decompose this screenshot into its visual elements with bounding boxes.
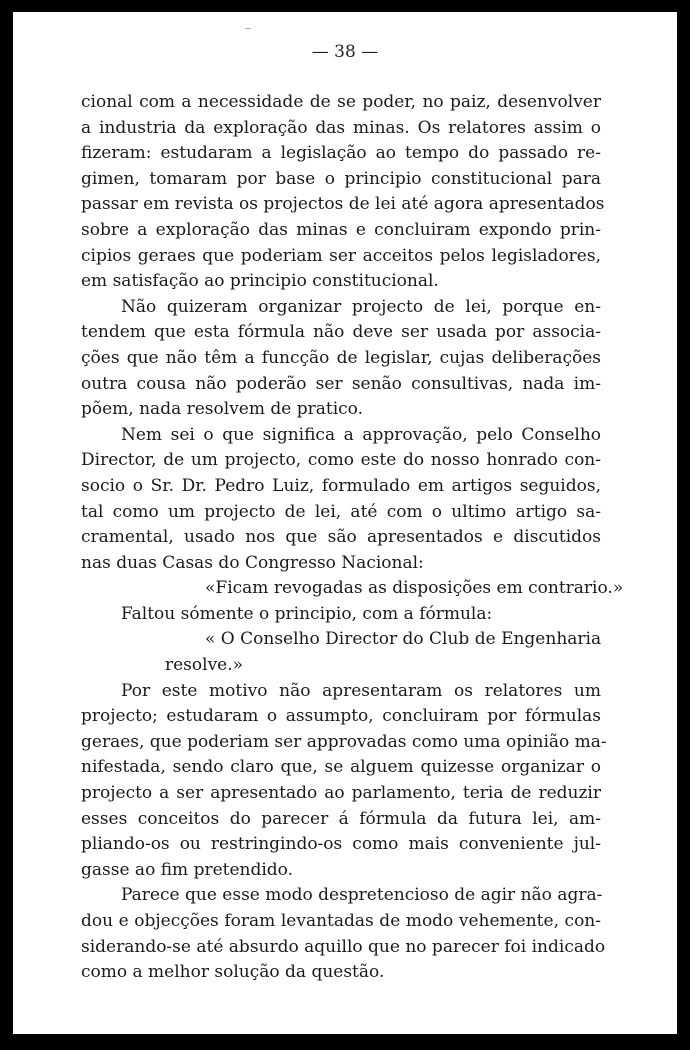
text-line: socio o Sr. Dr. Pedro Luiz, formulado em artigos seguidos, xyxy=(81,475,601,496)
text-line: passar em revista os projectos de lei até agora apresentados xyxy=(81,194,605,215)
text-line: gasse ao fim pretendido. xyxy=(81,859,294,880)
text-line: projecto; estudaram o assumpto, concluiram por fórmulas xyxy=(81,706,601,727)
text-line: cramental, usado nos que são apresentados e discutidos xyxy=(81,527,601,548)
text-line: projecto a ser apresentado ao parlamento, teria de reduzir xyxy=(81,783,601,804)
text-line: Não quizeram organizar projecto de lei, porque en- xyxy=(121,296,601,317)
text-line: Por este motivo não apresentaram os relatores um xyxy=(121,680,601,701)
text-line: tendem que esta fórmula não deve ser usada por associa- xyxy=(81,322,601,343)
text-line: esses conceitos do parecer á fórmula da futura lei, am- xyxy=(81,808,601,829)
text-line: «Ficam revogadas as disposições em contrario.» xyxy=(205,578,624,599)
document-page xyxy=(13,12,677,1034)
text-line: gimen, tomaram por base o principio constitucional para xyxy=(81,168,601,189)
text-line: Director, de um projecto, como este do nosso honrado con- xyxy=(81,450,601,471)
text-line: Nem sei o que significa a approvação, pelo Conselho xyxy=(121,424,601,445)
page-number: — 38 — xyxy=(311,42,379,62)
text-line: pliando-os ou restringindo-os como mais conveniente jul- xyxy=(81,834,601,855)
text-line: como a melhor solução da questão. xyxy=(81,962,385,983)
body-text xyxy=(81,90,624,986)
text-line: sobre a exploração das minas e concluiram expondo prin- xyxy=(81,219,601,240)
text-line: siderando-se até absurdo aquillo que no parecer foi indicado xyxy=(81,936,606,957)
text-line: em satisfação ao principio constitucional. xyxy=(81,271,439,292)
text-line: cional com a necessidade de se poder, no paiz, desenvolver xyxy=(81,92,601,112)
text-line: Faltou sómente o principio, com a fórmula: xyxy=(121,603,493,624)
text-line: fizeram: estudaram a legislação ao tempo do passado re- xyxy=(81,143,601,164)
ink-mark: ‾ xyxy=(245,26,251,40)
text-line: nas duas Casas do Congresso Nacional: xyxy=(81,552,424,573)
text-line: « O Conselho Director do Club de Engenharia xyxy=(205,629,602,650)
text-line: Parece que esse modo despretencioso de agir não agra- xyxy=(121,885,603,906)
text-line: ções que não têm a funcção de legislar, cujas deliberações xyxy=(81,347,601,368)
text-line: dou e objecções foram levantadas de modo vehemente, con- xyxy=(81,911,601,931)
text-line: geraes, que poderiam ser approvadas como uma opinião ma- xyxy=(81,731,607,752)
text-line: resolve.» xyxy=(165,655,244,676)
text-line: a industria da exploração das minas. Os relatores assim o xyxy=(81,117,601,138)
text-line: põem, nada resolvem de pratico. xyxy=(81,399,364,420)
text-line: cipios geraes que poderiam ser acceitos pelos legisladores, xyxy=(81,245,601,266)
text-line: tal como um projecto de lei, até com o ultimo artigo sa- xyxy=(81,501,601,522)
text-line: nifestada, sendo claro que, se alguem quizesse organizar o xyxy=(81,757,601,778)
text-line: outra cousa não poderão ser senão consultivas, nada im- xyxy=(81,373,601,394)
